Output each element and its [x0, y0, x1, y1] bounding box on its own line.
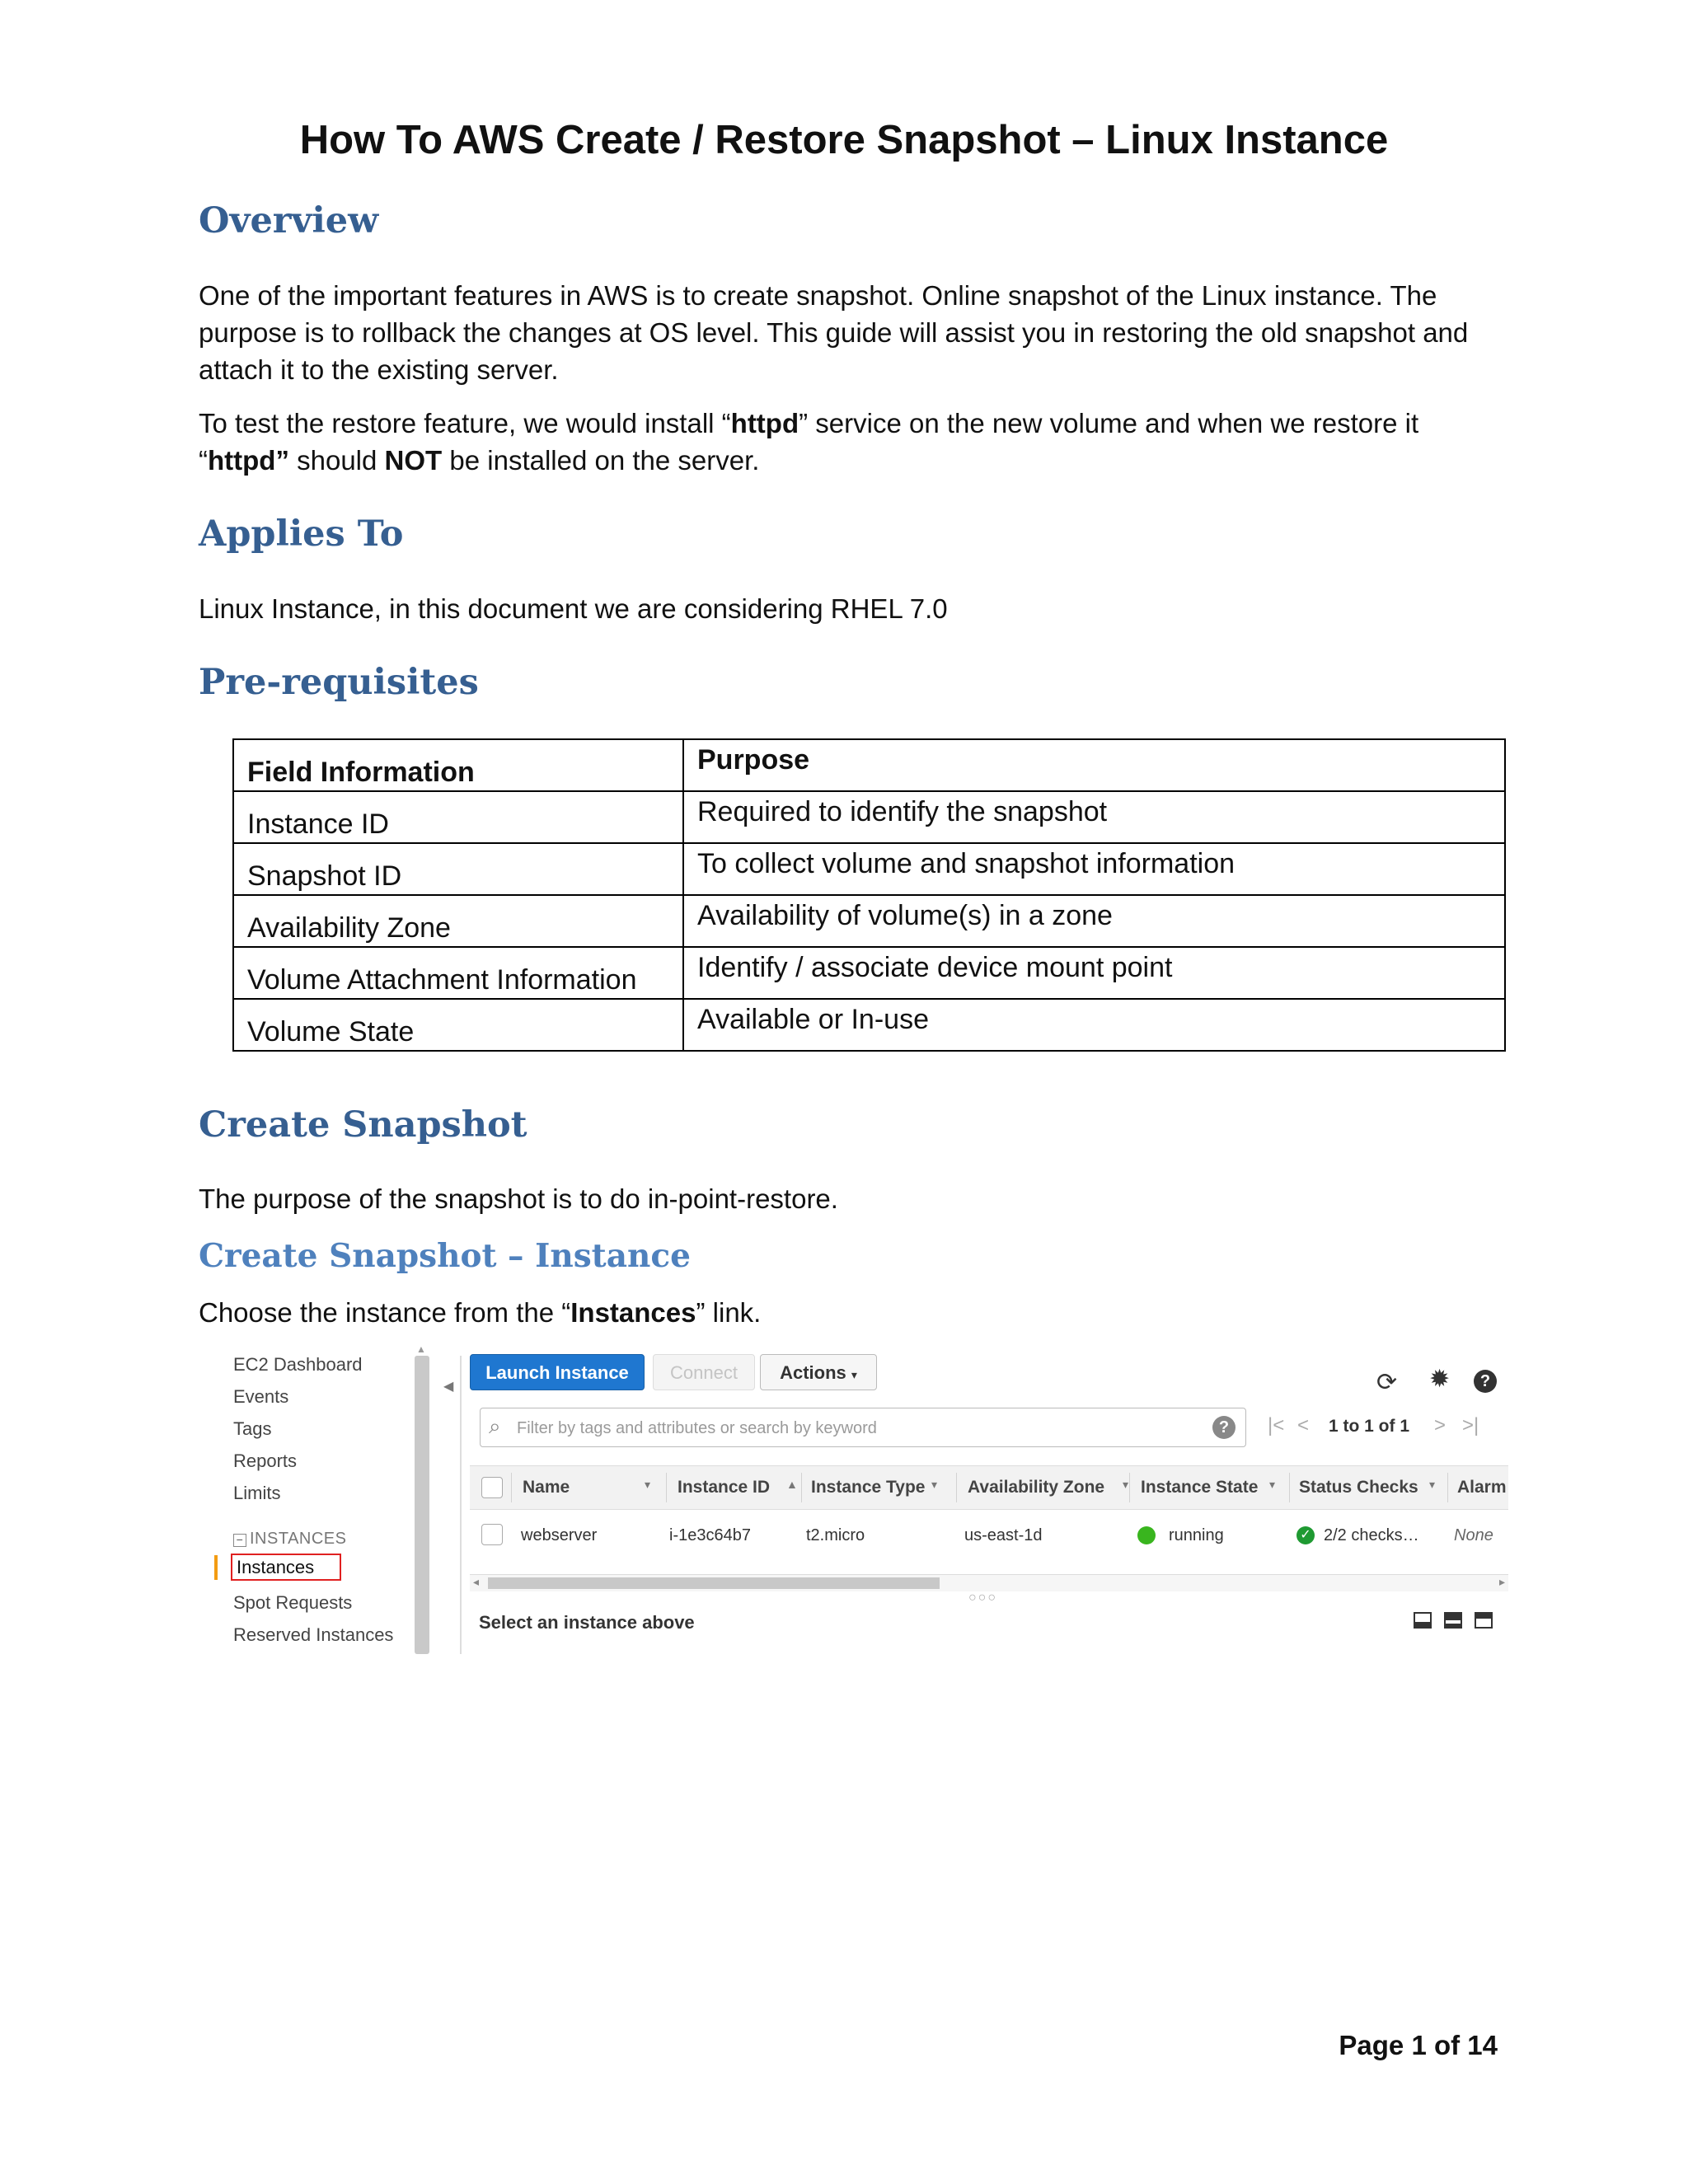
active-indicator	[214, 1555, 218, 1580]
column-divider	[956, 1473, 957, 1502]
column-divider	[511, 1473, 512, 1502]
column-divider	[666, 1473, 667, 1502]
instances-table-header	[470, 1465, 1508, 1510]
collapse-icon: −	[233, 1534, 246, 1547]
column-availability-zone[interactable]: Availability Zone	[968, 1478, 1105, 1497]
pagination-text: 1 to 1 of 1	[1329, 1417, 1410, 1436]
overview-paragraph-2: To test the restore feature, we would install “httpd” service on the new volume and when we restore it “httpd” should NOT be installed on the server.	[199, 408, 1419, 476]
create-snapshot-instance-heading: Create Snapshot – Instance	[199, 1237, 691, 1275]
cell-alarm: None	[1454, 1526, 1493, 1544]
table-header-cell: Field Information	[233, 739, 683, 791]
cell-instance-state: running	[1169, 1526, 1224, 1544]
search-icon: ⌕	[489, 1413, 501, 1438]
column-menu-icon[interactable]: ▾	[1123, 1478, 1129, 1491]
chevron-down-icon: ▾	[851, 1368, 857, 1381]
ec2-console-screenshot	[214, 1343, 1508, 1657]
connect-button[interactable]: Connect	[653, 1354, 755, 1390]
table-cell: Available or In-use	[683, 999, 1505, 1051]
horizontal-scrollbar[interactable]	[470, 1574, 1508, 1591]
create-snapshot-heading: Create Snapshot	[199, 1104, 528, 1146]
actions-button[interactable]: Actions ▾	[760, 1354, 877, 1390]
nav-scrollbar[interactable]	[415, 1356, 429, 1654]
scroll-right-icon[interactable]: ▸	[1498, 1575, 1505, 1588]
nav-reserved-instances[interactable]: Reserved Instances	[233, 1624, 394, 1645]
cell-status-checks: 2/2 checks…	[1324, 1526, 1419, 1544]
cell-instance-type: t2.micro	[806, 1526, 865, 1544]
column-divider	[1289, 1473, 1290, 1502]
create-snapshot-instruction: Choose the instance from the “Instances” link.	[199, 1297, 762, 1328]
column-instance-state[interactable]: Instance State	[1141, 1478, 1259, 1497]
table-cell: Instance ID	[233, 791, 683, 843]
applies-to-text: Linux Instance, in this document we are considering RHEL 7.0	[199, 593, 948, 624]
nav-events[interactable]: Events	[233, 1386, 289, 1407]
column-divider	[1129, 1473, 1130, 1502]
panel-divider	[460, 1356, 462, 1654]
column-menu-icon[interactable]: ▾	[1429, 1478, 1436, 1491]
table-cell: Identify / associate device mount point	[683, 947, 1505, 999]
prerequisites-table	[232, 738, 1506, 1052]
table-row	[233, 947, 1505, 999]
details-placeholder-text: Select an instance above	[479, 1612, 695, 1633]
next-page-icon[interactable]: >	[1434, 1414, 1447, 1436]
column-menu-icon[interactable]: ▾	[931, 1478, 938, 1491]
column-name[interactable]: Name	[523, 1478, 570, 1497]
nav-spot-requests[interactable]: Spot Requests	[233, 1592, 353, 1613]
table-cell: Required to identify the snapshot	[683, 791, 1505, 843]
create-snapshot-text: The purpose of the snapshot is to do in-point-restore.	[199, 1183, 838, 1214]
scroll-up-icon[interactable]: ▲	[416, 1343, 426, 1355]
table-header-row	[233, 739, 1505, 791]
page-number: Page 1 of 14	[1339, 2030, 1498, 2060]
cell-availability-zone: us-east-1d	[964, 1526, 1043, 1544]
column-instance-type[interactable]: Instance Type	[811, 1478, 926, 1497]
running-status-icon	[1137, 1526, 1156, 1544]
table-cell: Snapshot ID	[233, 843, 683, 895]
nav-limits[interactable]: Limits	[233, 1483, 281, 1503]
scroll-left-icon[interactable]: ◂	[473, 1575, 480, 1588]
help-icon[interactable]: ?	[1474, 1370, 1497, 1393]
table-header-cell: Purpose	[683, 739, 1505, 791]
prerequisites-heading: Pre-requisites	[199, 662, 479, 703]
select-all-checkbox[interactable]	[481, 1477, 503, 1498]
column-menu-icon[interactable]: ▾	[1269, 1478, 1276, 1491]
column-alarm[interactable]: Alarm	[1457, 1478, 1507, 1497]
table-row	[233, 791, 1505, 843]
column-divider	[801, 1473, 802, 1502]
nav-instances[interactable]: Instances	[237, 1557, 315, 1577]
column-menu-icon[interactable]: ▾	[645, 1478, 651, 1491]
applies-to-heading: Applies To	[199, 513, 404, 555]
last-page-icon[interactable]: >|	[1462, 1414, 1479, 1436]
overview-heading: Overview	[199, 200, 379, 241]
pane-bottom-icon[interactable]	[1414, 1612, 1432, 1629]
cell-name: webserver	[521, 1526, 598, 1544]
nav-tags[interactable]: Tags	[233, 1418, 272, 1439]
table-cell: To collect volume and snapshot information	[683, 843, 1505, 895]
refresh-icon[interactable]: ⟳	[1376, 1369, 1398, 1396]
scrollbar-thumb[interactable]	[488, 1577, 940, 1589]
column-status-checks[interactable]: Status Checks	[1299, 1478, 1418, 1497]
pane-top-icon[interactable]	[1475, 1612, 1493, 1629]
pane-resize-handle[interactable]: ○○○	[968, 1591, 997, 1605]
launch-instance-button[interactable]: Launch Instance	[470, 1354, 645, 1390]
nav-ec2-dashboard[interactable]: EC2 Dashboard	[233, 1354, 363, 1375]
search-input[interactable]	[515, 1415, 1178, 1441]
table-cell: Availability Zone	[233, 895, 683, 947]
document-title: How To AWS Create / Restore Snapshot – Linux Instance	[299, 118, 1389, 162]
table-row	[233, 999, 1505, 1051]
cell-instance-id: i-1e3c64b7	[669, 1526, 751, 1544]
nav-section-instances[interactable]: − INSTANCES	[233, 1530, 346, 1549]
table-cell: Volume State	[233, 999, 683, 1051]
column-instance-id[interactable]: Instance ID	[678, 1478, 771, 1497]
nav-reports[interactable]: Reports	[233, 1451, 298, 1471]
pane-split-icon[interactable]	[1444, 1612, 1462, 1629]
sort-ascending-icon[interactable]: ▲	[786, 1478, 798, 1491]
table-cell: Volume Attachment Information	[233, 947, 683, 999]
table-cell: Availability of volume(s) in a zone	[683, 895, 1505, 947]
check-icon: ✓	[1296, 1526, 1315, 1544]
first-page-icon[interactable]: |<	[1268, 1414, 1285, 1436]
collapse-nav-icon[interactable]: ◀	[443, 1380, 454, 1394]
column-divider	[1447, 1473, 1448, 1502]
overview-paragraph-1: One of the important features in AWS is to create snapshot. Online snapshot of the Linux instance. The purpose is to rollback the changes at OS level. This guide will assist you in restoring the old snapshot and attach it to the existing server.	[199, 280, 1469, 385]
table-row	[233, 895, 1505, 947]
gear-icon[interactable]: ✹	[1429, 1366, 1451, 1393]
table-row	[233, 843, 1505, 895]
search-box[interactable]	[480, 1408, 1246, 1447]
search-help-icon[interactable]: ?	[1212, 1416, 1236, 1439]
row-checkbox[interactable]	[481, 1524, 503, 1545]
prev-page-icon[interactable]: <	[1297, 1414, 1310, 1436]
